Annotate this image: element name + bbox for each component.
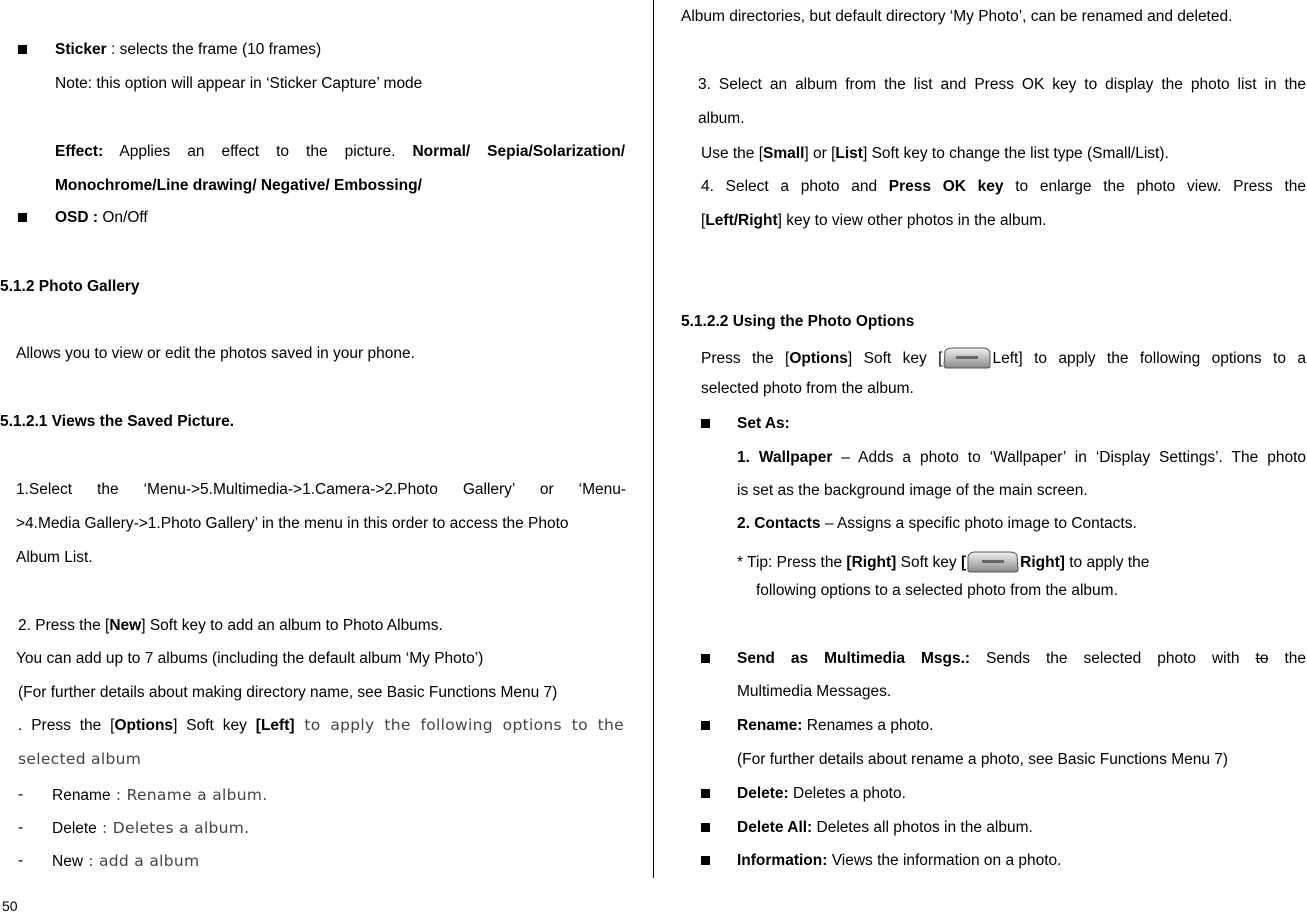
send-mms-line2: Multimedia Messages. — [737, 683, 892, 700]
album-directories-text: Album directories, but default directory ‘My Photo’, can be renamed and deleted. — [681, 8, 1233, 25]
right-softkey-icon — [967, 551, 1019, 573]
dash: - — [18, 786, 24, 803]
step4-line1: 4. Select a photo and Press OK key to enlarge the photo view. Press the — [701, 178, 1306, 195]
section-heading-5-1-2: 5.1.2 Photo Gallery — [0, 278, 140, 295]
bullet-icon — [701, 856, 710, 865]
effect-item: Effect: Applies an effect to the picture. Normal/ Sepia/Solarization/ — [55, 143, 625, 160]
tip-line2: following options to a selected photo from the album. — [756, 582, 1118, 599]
dash: - — [18, 852, 24, 869]
selected-album: selected album — [18, 750, 142, 768]
bullet-icon — [18, 45, 27, 54]
list-type-text: Use the [Small] or [List] Soft key to change the list type (Small/List). — [701, 145, 1169, 162]
left-softkey-icon — [943, 347, 991, 369]
albums-limit: You can add up to 7 albums (including the default album ‘My Photo’) — [16, 650, 484, 667]
bullet-icon — [701, 654, 710, 663]
options-line2: selected photo from the album. — [701, 380, 914, 397]
wallpaper-line1: 1. Wallpaper – Adds a photo to ‘Wallpaper’ in ‘Display Settings’. The photo — [737, 449, 1306, 466]
section-heading-5-1-2-1: 5.1.2.1 Views the Saved Picture. — [0, 413, 235, 430]
osd-item: OSD : On/Off — [55, 209, 148, 226]
send-mms-item: Send as Multimedia Msgs.: Sends the selected photo with to the — [737, 650, 1306, 667]
rename-item: Rename: Renames a photo. — [737, 717, 934, 734]
bullet-icon — [701, 721, 710, 730]
contacts-item: 2. Contacts – Assigns a specific photo image to Contacts. — [737, 515, 1137, 532]
sticker-item: Sticker : selects the frame (10 frames) — [55, 41, 322, 58]
options-line1: Press the [Options] Soft key [ Left] to apply the following options to a — [701, 347, 1306, 369]
album-option-new: New : add a album — [52, 852, 200, 870]
album-option-delete: Delete : Deletes a album. — [52, 819, 250, 837]
wallpaper-line2: is set as the background image of the main screen. — [737, 482, 1088, 499]
bullet-icon — [18, 213, 27, 222]
press-options: . Press the [Options] Soft key [Left] to apply the following options to the — [18, 716, 625, 734]
step3-line1: 3. Select an album from the list and Press OK key to display the photo list in the — [698, 76, 1306, 93]
delete-all-item: Delete All: Deletes all photos in the album. — [737, 819, 1033, 836]
page-number: 50 — [2, 898, 18, 914]
sticker-note: Note: this option will appear in ‘Sticker Capture’ mode — [55, 75, 423, 92]
step1-line3: Album List. — [16, 549, 93, 566]
information-item: Information: Views the information on a photo. — [737, 852, 1062, 869]
bullet-icon — [701, 789, 710, 798]
column-divider — [653, 0, 654, 878]
step4-line2: [Left/Right] key to view other photos in the album. — [701, 212, 1047, 229]
delete-item: Delete: Deletes a photo. — [737, 785, 906, 802]
rename-details: (For further details about rename a photo, see Basic Functions Menu 7) — [737, 751, 1229, 768]
set-as-item: Set As: — [737, 415, 790, 432]
step2: 2. Press the [New] Soft key to add an album to Photo Albums. — [18, 617, 443, 634]
step1-line1: 1.Select the ‘Menu->5.Multimedia->1.Camera->2.Photo Gallery’ or ‘Menu- — [16, 481, 626, 498]
gallery-description: Allows you to view or edit the photos saved in your phone. — [16, 345, 415, 362]
bullet-icon — [701, 823, 710, 832]
step1-line2: >4.Media Gallery->1.Photo Gallery’ in the menu in this order to access the Photo — [16, 515, 569, 532]
bullet-icon — [701, 419, 710, 428]
tip-line1: * Tip: Press the [Right] Soft key [ Right] to apply the — [737, 551, 1149, 573]
effect-options: Monochrome/Line drawing/ Negative/ Embossing/ — [55, 177, 422, 194]
album-option-rename: Rename : Rename a album. — [52, 786, 268, 804]
further-details: (For further details about making directory name, see Basic Functions Menu 7) — [18, 684, 558, 701]
dash: - — [18, 819, 24, 836]
step3-line2: album. — [698, 110, 745, 127]
section-heading-5-1-2-2: 5.1.2.2 Using the Photo Options — [681, 313, 915, 330]
